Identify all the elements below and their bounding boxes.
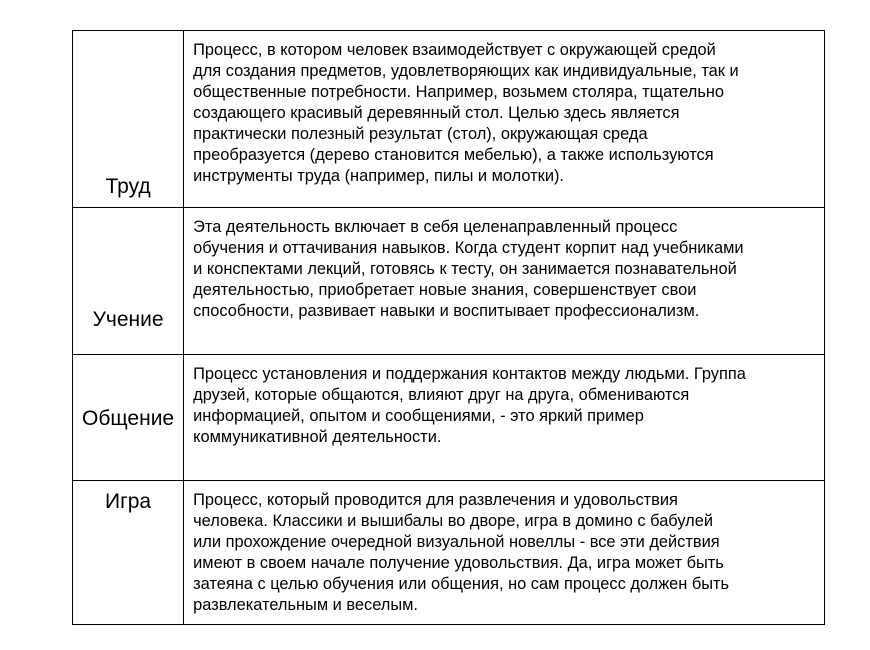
term-label: Труд xyxy=(105,175,151,198)
term-cell xyxy=(73,481,184,625)
table-row xyxy=(73,31,825,208)
term-cell xyxy=(73,355,184,481)
term-label: Игра xyxy=(105,490,152,513)
description-cell: Процесс, который проводится для развлечения и удовольствия человека. Классики и вышибалы во дворе, игра в домино с бабулей или прохождение очередной визуальной новеллы - все эти действия имеют в своем начале получение удовольствия. Да, игра может быть затеяна с целью обучения или общения, но сам процесс должен быть развлекательным и веселым. xyxy=(184,481,825,625)
term-label: Общение xyxy=(82,407,175,430)
term-cell xyxy=(73,31,184,208)
table-row xyxy=(73,481,825,625)
description-cell: Процесс, в котором человек взаимодействует с окружающей средой для создания предметов, удовлетворяющих как индивидуальные, так и общественные потребности. Например, возьмем столяра, тщательно создающего красивый деревянный стол. Целью здесь является практически полезный результат (стол), окружающая среда преобразуется (дерево становится мебелью), а также используются инструменты труда (например, пилы и молотки). xyxy=(184,31,825,208)
term-cell xyxy=(73,208,184,355)
activity-types-table xyxy=(72,30,825,625)
term-label: Учение xyxy=(92,308,164,331)
description-cell: Процесс установления и поддержания контактов между людьми. Группа друзей, которые общаются, влияют друг на друга, обмениваются информацией, опытом и сообщениями, - это яркий пример коммуникативной деятельности. xyxy=(184,355,825,481)
table-row xyxy=(73,355,825,481)
table-row xyxy=(73,208,825,355)
description-cell: Эта деятельность включает в себя целенаправленный процесс обучения и оттачивания навыков. Когда студент корпит над учебниками и конспектами лекций, готовясь к тесту, он занимается познавательной деятельностью, приобретает новые знания, совершенствует свои способности, развивает навыки и воспитывает профессионализм. xyxy=(184,208,825,355)
